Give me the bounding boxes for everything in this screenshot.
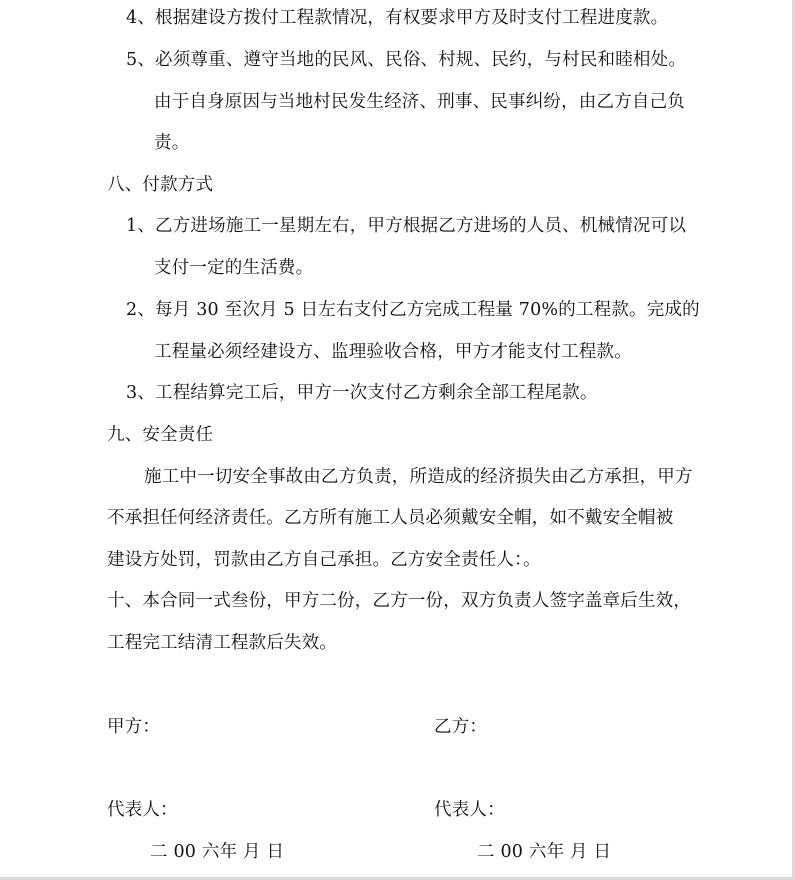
payment-item-3: 3、工程结算完工后，甲方一次支付乙方剩余全部工程尾款。 [126,383,598,403]
clause-item-5: 5、必须尊重、遵守当地的民风、民俗、村规、民约，与村民和睦相处。 [126,50,687,70]
section-10-continuation: 工程完工结清工程款后失效。 [107,633,338,653]
clause-item-4: 4、根据建设方拨付工程款情况，有权要求甲方及时支付工程进度款。 [126,8,669,28]
safety-paragraph-line-2: 不承担任何经济责任。乙方所有施工人员必须戴安全帽，如不戴安全帽被 [107,508,674,528]
section-8-heading: 八、付款方式 [107,175,214,195]
section-9-heading: 九、安全责任 [107,425,214,445]
party-b-label: 乙方： [434,717,488,737]
party-a-label: 甲方： [107,717,161,737]
safety-paragraph-line-1: 施工中一切安全事故由乙方负责，所造成的经济损失由乙方承担，甲方 [144,467,693,487]
payment-item-2-continuation: 工程量必须经建设方、监理验收合格，甲方才能支付工程款。 [154,342,632,362]
payment-item-1: 1、乙方进场施工一星期左右，甲方根据乙方进场的人员、机械情况可以 [126,216,687,236]
representative-a-label: 代表人： [107,800,178,820]
payment-item-2: 2、每月 30 至次月 5 日左右支付乙方完成工程量 70%的工程款。完成的 [126,300,700,320]
clause-item-5-continuation: 由于自身原因与当地村民发生经济、刑事、民事纠纷，由乙方自己负 [154,92,685,112]
clause-item-5-end: 责。 [154,133,190,153]
payment-item-1-continuation: 支付一定的生活费。 [154,258,314,278]
date-line-a: 二 00 六年 月 日 [150,842,285,862]
section-10-paragraph: 十、本合同一式叁份，甲方二份，乙方一份，双方负责人签字盖章后生效， [107,591,692,611]
safety-paragraph-line-3: 建设方处罚，罚款由乙方自己承担。乙方安全责任人：。 [107,550,541,570]
date-line-b: 二 00 六年 月 日 [477,842,612,862]
representative-b-label: 代表人： [434,800,505,820]
